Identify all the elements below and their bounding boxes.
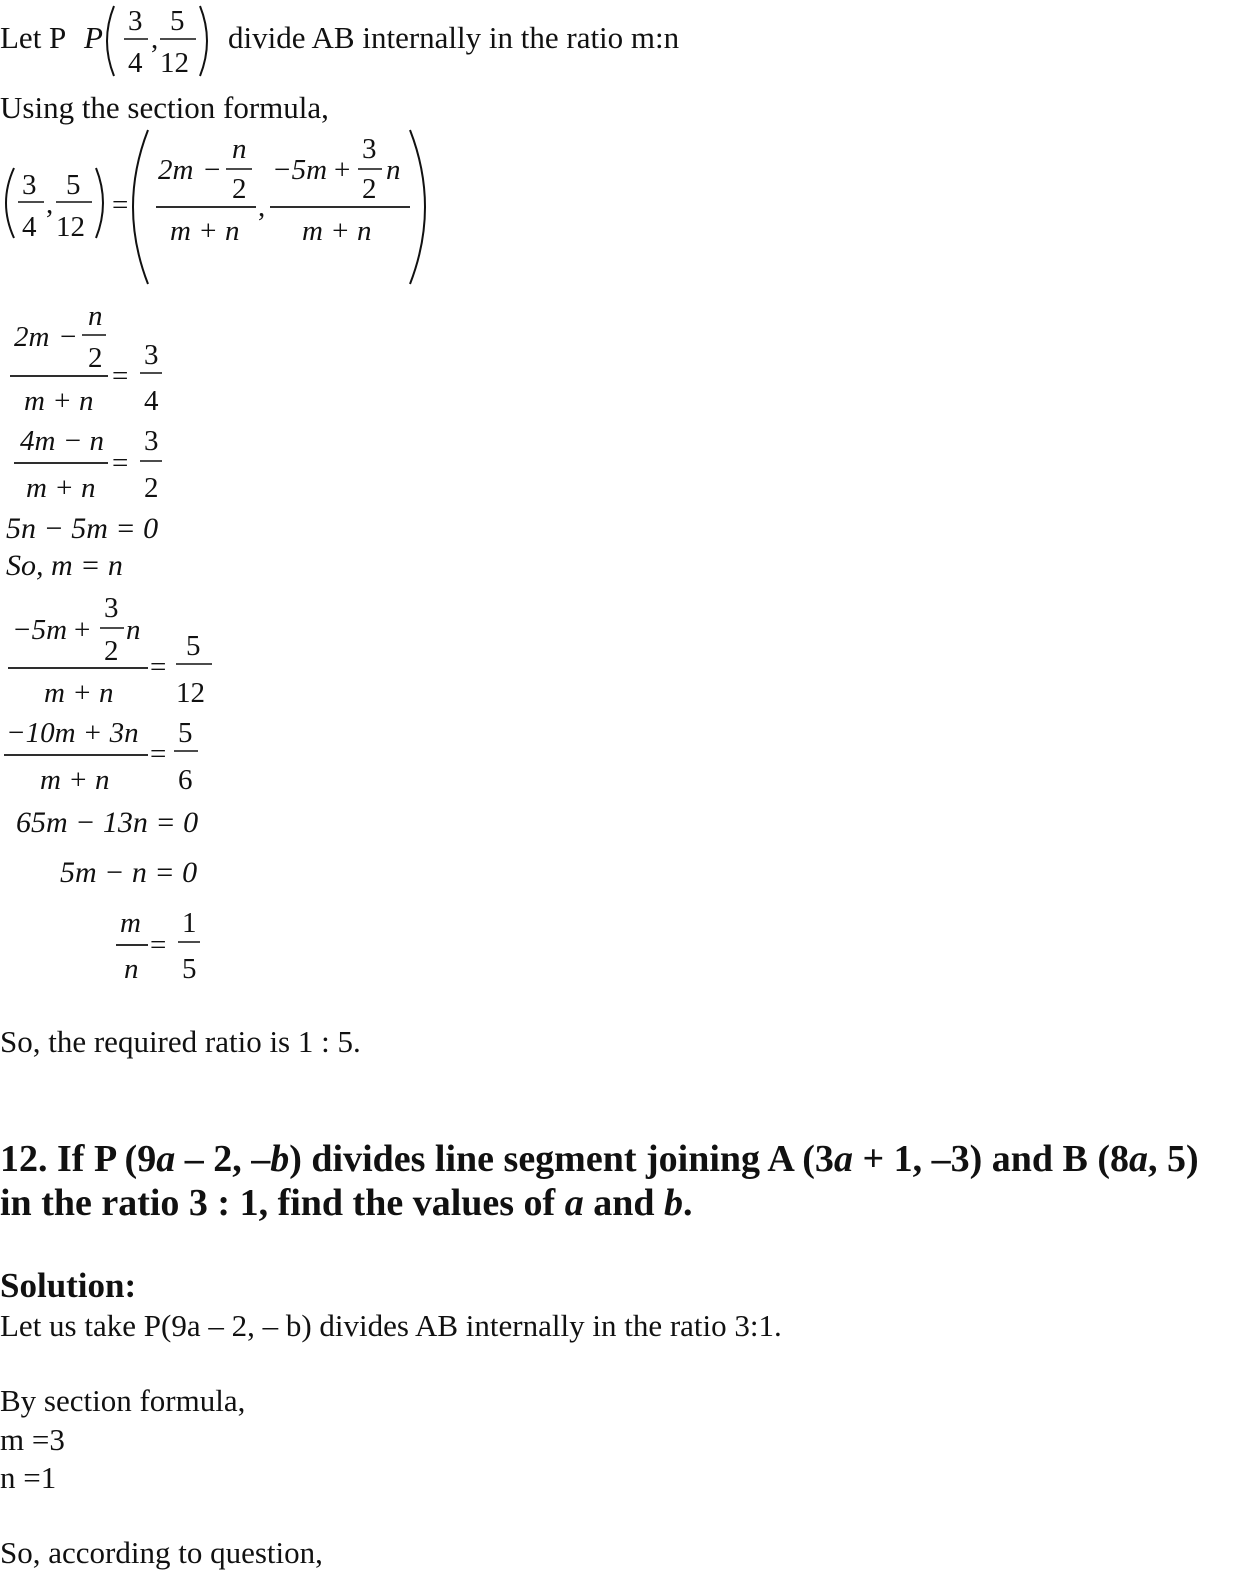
- solution-line-1: Let us take P(9a – 2, – b) divides AB internally in the ratio 3:1.: [0, 1308, 782, 1343]
- big-left-paren: [133, 130, 148, 284]
- eq5-equals: =: [150, 651, 167, 683]
- question-text: ) divides line segment joining A (3: [289, 1138, 834, 1180]
- question-var: b: [664, 1182, 683, 1224]
- conclusion-text: So, the required ratio is 1 : 5.: [0, 1024, 361, 1059]
- question-text: and: [583, 1182, 664, 1224]
- eqm-lhs-y-den: 12: [56, 211, 85, 243]
- solution-line-3: m =3: [0, 1422, 65, 1457]
- eq2-num: 4m − n: [20, 425, 105, 457]
- eqm-y-inner-den: 2: [362, 173, 377, 205]
- question-line-1: [0, 1140, 1199, 1178]
- left-paren: [6, 168, 14, 238]
- eq5-inner-den: 2: [104, 635, 119, 667]
- solution-line-2: By section formula,: [0, 1383, 246, 1418]
- eq1-rhs-den: 4: [144, 385, 159, 417]
- eqm-x-num-a: 2m: [158, 154, 194, 186]
- eq5-num-b: +: [74, 614, 91, 646]
- eq1-rhs-num: 3: [144, 339, 159, 371]
- eqm-y-num-c: n: [386, 154, 401, 186]
- eq8: 5m − n = 0: [60, 856, 198, 889]
- eq6-den: m + n: [40, 764, 110, 796]
- eq5-rhs-den: 12: [176, 677, 205, 709]
- left-paren: [107, 6, 114, 76]
- intro-point: P: [84, 20, 103, 55]
- intro-prefix: Let P: [0, 20, 67, 55]
- eq6-equals: =: [150, 738, 167, 770]
- eq3: 5n − 5m = 0: [6, 512, 159, 545]
- big-right-paren: [410, 130, 425, 284]
- solution-heading: Solution:: [0, 1266, 137, 1305]
- eqm-lhs-x-num: 3: [22, 169, 37, 201]
- eq5-num-c: n: [126, 614, 141, 646]
- question-text: 12. If P (9: [0, 1138, 157, 1180]
- eq9-rhs-num: 1: [182, 907, 197, 939]
- question-line-2: [0, 1184, 693, 1222]
- eq9-equals: =: [150, 929, 167, 961]
- eqm-y-inner-num: 3: [362, 133, 377, 165]
- eq6-rhs-num: 5: [178, 717, 193, 749]
- using-section-text: Using the section formula,: [0, 90, 329, 125]
- intro-suffix: divide AB internally in the ratio m:n: [228, 20, 680, 55]
- eq4: So, m = n: [6, 549, 123, 582]
- eq5-inner-num: 3: [104, 592, 119, 624]
- eq5-rhs-num: 5: [186, 630, 201, 662]
- eqm-y-num-b: +: [334, 154, 351, 186]
- eqm-x-num-b: −: [204, 154, 221, 186]
- eq2-den: m + n: [26, 472, 96, 504]
- eq9-lhs-num: m: [120, 907, 141, 939]
- eq9-rhs-den: 5: [182, 953, 197, 985]
- eq7: 65m − 13n = 0: [16, 806, 199, 839]
- question-text: , 5): [1148, 1138, 1199, 1180]
- question-var: a: [564, 1182, 584, 1224]
- right-paren: [200, 6, 207, 76]
- solution-line-4: n =1: [0, 1460, 57, 1495]
- eq9-lhs-den: n: [124, 953, 139, 985]
- eqm-equals: =: [112, 189, 129, 221]
- eqm-x-inner-den: 2: [232, 173, 247, 205]
- comma: ,: [46, 188, 54, 220]
- question-text: in the ratio 3 : 1, find the values of: [0, 1182, 565, 1224]
- comma: ,: [258, 191, 266, 223]
- right-paren: [96, 168, 103, 238]
- intro-py-den: 12: [160, 47, 189, 79]
- eq1-num-b: −: [60, 321, 77, 353]
- question-var: b: [270, 1138, 290, 1180]
- intro-px-den: 4: [128, 47, 143, 79]
- eq1-inner-num: n: [88, 300, 103, 332]
- question-text: – 2, –: [175, 1138, 271, 1180]
- question-var: a: [833, 1138, 853, 1180]
- eq2-rhs-den: 2: [144, 472, 159, 504]
- eq6-rhs-den: 6: [178, 764, 193, 796]
- comma: ,: [151, 23, 159, 55]
- eqm-lhs-y-num: 5: [66, 169, 81, 201]
- eq5-den: m + n: [44, 677, 114, 709]
- eq2-rhs-num: 3: [144, 425, 159, 457]
- eq1-equals: =: [112, 360, 129, 392]
- intro-py-num: 5: [170, 5, 185, 37]
- question-text: .: [683, 1182, 693, 1224]
- solution-line-5: So, according to question,: [0, 1535, 323, 1570]
- eq5-num-a: −5m: [12, 614, 68, 646]
- question-text: + 1, –3) and B (8: [852, 1138, 1130, 1180]
- eq1-den: m + n: [24, 385, 94, 417]
- eqm-y-num-a: −5m: [272, 154, 328, 186]
- eqm-lhs-x-den: 4: [22, 211, 37, 243]
- question-var: a: [1129, 1138, 1149, 1180]
- intro-px-num: 3: [128, 5, 143, 37]
- eq1-num-a: 2m: [14, 321, 50, 353]
- eq2-equals: =: [112, 447, 129, 479]
- eqm-x-den: m + n: [170, 215, 240, 247]
- eqm-y-den: m + n: [302, 215, 372, 247]
- eq6-num: −10m + 3n: [6, 717, 139, 749]
- eqm-x-inner-num: n: [232, 133, 247, 165]
- eq1-inner-den: 2: [88, 342, 103, 374]
- question-var: a: [156, 1138, 176, 1180]
